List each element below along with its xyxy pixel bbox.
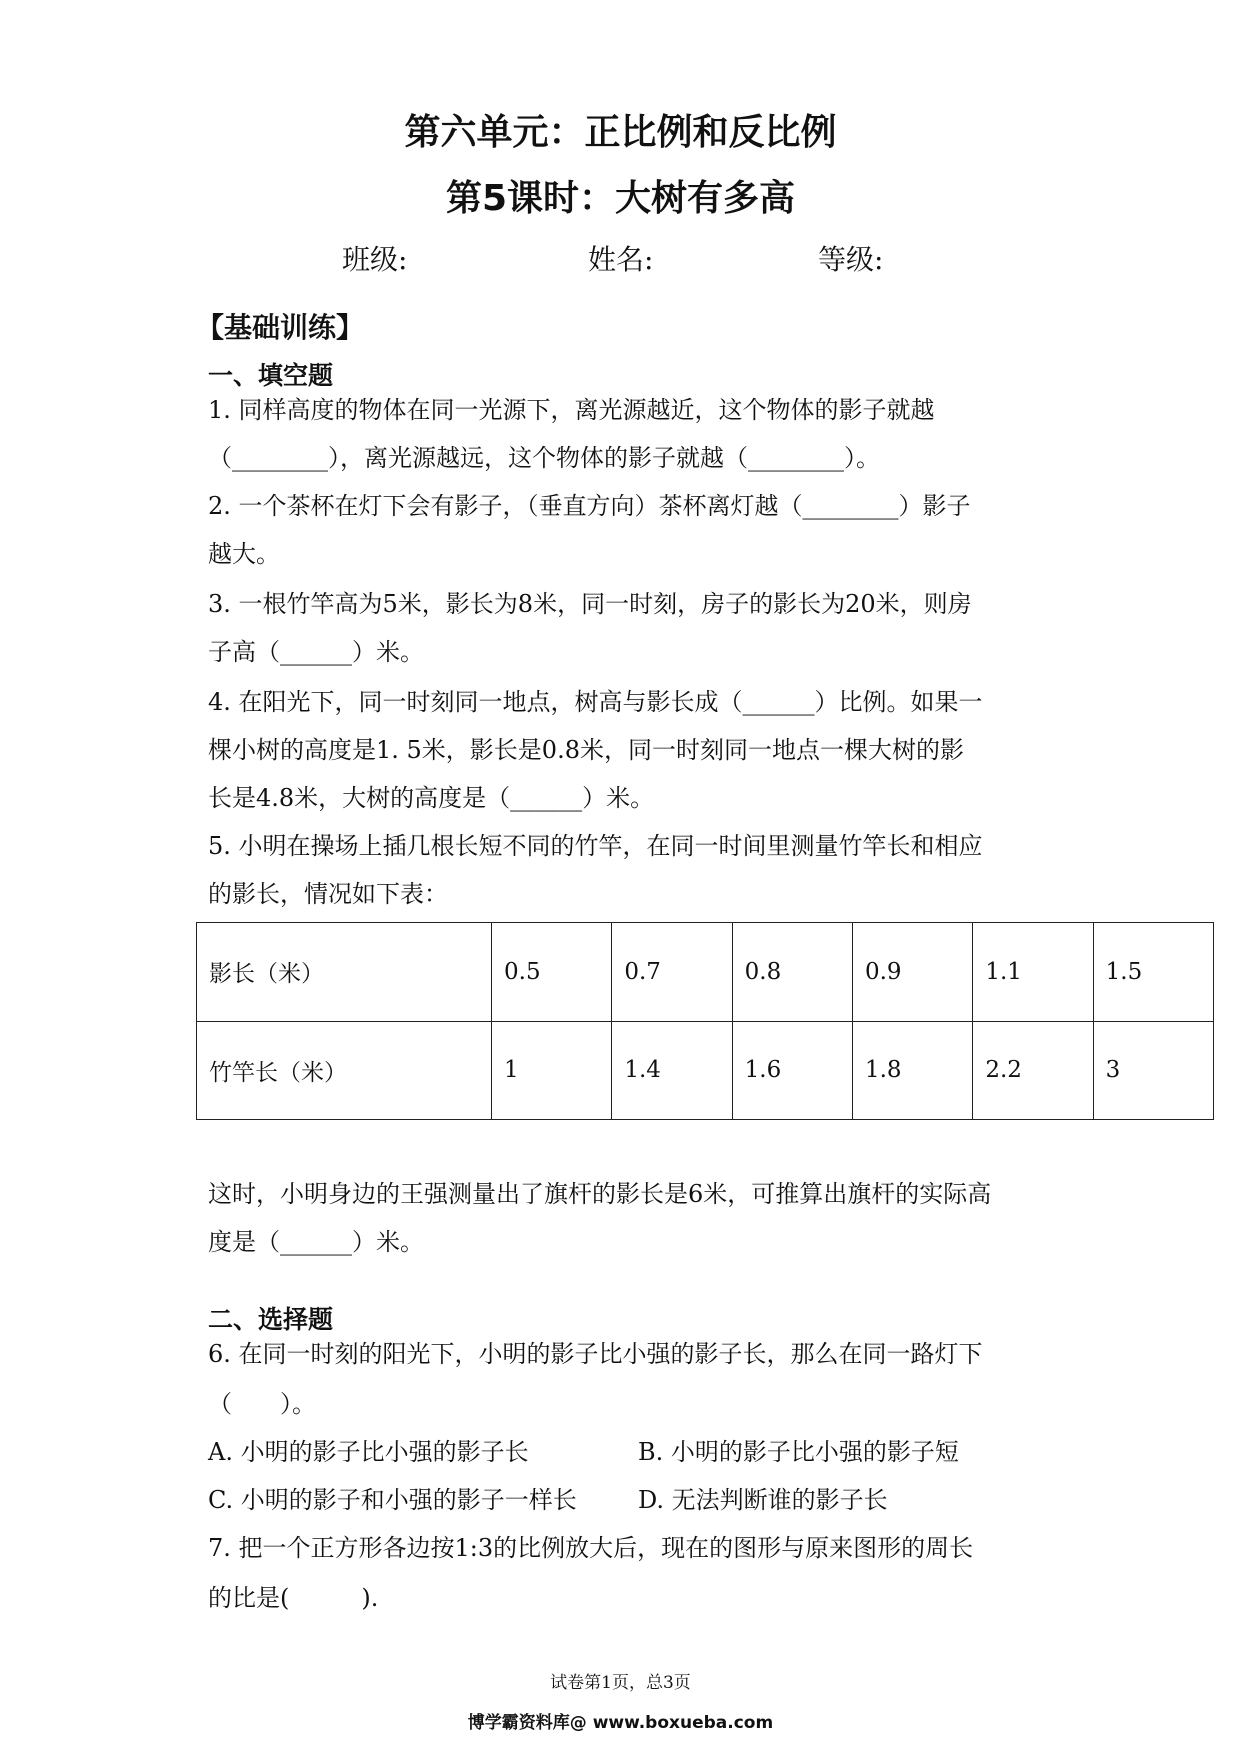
q5-after-line1: 这时，小明身边的王强测量出了旗杆的影长是6米，可推算出旗杆的实际高 xyxy=(208,1180,992,1208)
table-cell: 0.7 xyxy=(612,923,732,1022)
q6-line1: 6. 在同一时刻的阳光下，小明的影子比小强的影子长，那么在同一路灯下 xyxy=(208,1340,983,1368)
section-choice: 二、选择题 xyxy=(208,1305,334,1334)
table-cell: 0.9 xyxy=(852,923,972,1022)
q3-line1: 3. 一根竹竿高为5米，影长为8米，同一时刻，房子的影长为20米，则房 xyxy=(208,590,972,618)
table-cell: 1.8 xyxy=(852,1021,972,1120)
q2-line1: 2. 一个茶杯在灯下会有影子，（垂直方向）茶杯离灯越（________）影子 xyxy=(208,492,971,520)
source-watermark: 博学霸资料库@ www.boxueba.com xyxy=(467,1713,774,1733)
q5-after-line2: 度是（______）米。 xyxy=(208,1228,424,1256)
q5-line1: 5. 小明在操场上插几根长短不同的竹竿，在同一时间里测量竹竿长和相应 xyxy=(208,832,983,860)
table-cell: 1.5 xyxy=(1093,923,1213,1022)
q4-line1: 4. 在阳光下，同一时刻同一地点，树高与影长成（______）比例。如果一 xyxy=(208,688,983,716)
q6-option-b: B. 小明的影子比小强的影子短 xyxy=(638,1438,959,1466)
table-cell: 0.5 xyxy=(492,923,612,1022)
lesson-title: 第5课时：大树有多高 xyxy=(445,178,796,219)
q3-line2: 子高（______）米。 xyxy=(208,638,424,666)
table-cell: 0.8 xyxy=(732,923,852,1022)
page-footer: 试卷第1页，总3页 xyxy=(550,1673,691,1693)
q2-line2: 越大。 xyxy=(208,540,280,568)
q6-line2: （ ）。 xyxy=(208,1390,316,1418)
q1-line2: （________），离光源越远，这个物体的影子就越（________）。 xyxy=(208,444,880,472)
name-label: 姓名: xyxy=(588,243,654,276)
table-cell: 1.1 xyxy=(973,923,1093,1022)
shadow-table xyxy=(196,922,1214,1120)
table-row-label: 竹竿长（米） xyxy=(197,1021,492,1120)
class-label: 班级: xyxy=(342,243,408,276)
table-row-label: 影长（米） xyxy=(197,923,492,1022)
q6-option-d: D. 无法判断谁的影子长 xyxy=(638,1486,888,1514)
q1-line1: 1. 同样高度的物体在同一光源下，离光源越近，这个物体的影子就越 xyxy=(208,396,935,424)
q4-line3: 长是4.8米，大树的高度是（______）米。 xyxy=(208,784,655,812)
grade-label: 等级: xyxy=(818,243,884,276)
table-cell: 1 xyxy=(492,1021,612,1120)
unit-title: 第六单元：正比例和反比例 xyxy=(404,112,837,153)
section-fill: 一、填空题 xyxy=(208,361,334,390)
q7-line1: 7. 把一个正方形各边按1:3的比例放大后，现在的图形与原来图形的周长 xyxy=(208,1534,974,1562)
q6-option-c: C. 小明的影子和小强的影子一样长 xyxy=(208,1486,577,1514)
q4-line2: 棵小树的高度是1. 5米，影长是0.8米，同一时刻同一地点一棵大树的影 xyxy=(208,736,964,764)
table-cell: 2.2 xyxy=(973,1021,1093,1120)
table-row xyxy=(197,923,1214,1022)
table-cell: 1.6 xyxy=(732,1021,852,1120)
q6-option-a: A. 小明的影子比小强的影子长 xyxy=(208,1438,529,1466)
table-row xyxy=(197,1021,1214,1120)
section-basic: 【基础训练】 xyxy=(196,311,365,344)
table-cell: 3 xyxy=(1093,1021,1213,1120)
q5-line2: 的影长，情况如下表： xyxy=(208,880,448,908)
table-cell: 1.4 xyxy=(612,1021,732,1120)
q7-line2: 的比是( ). xyxy=(208,1584,379,1612)
